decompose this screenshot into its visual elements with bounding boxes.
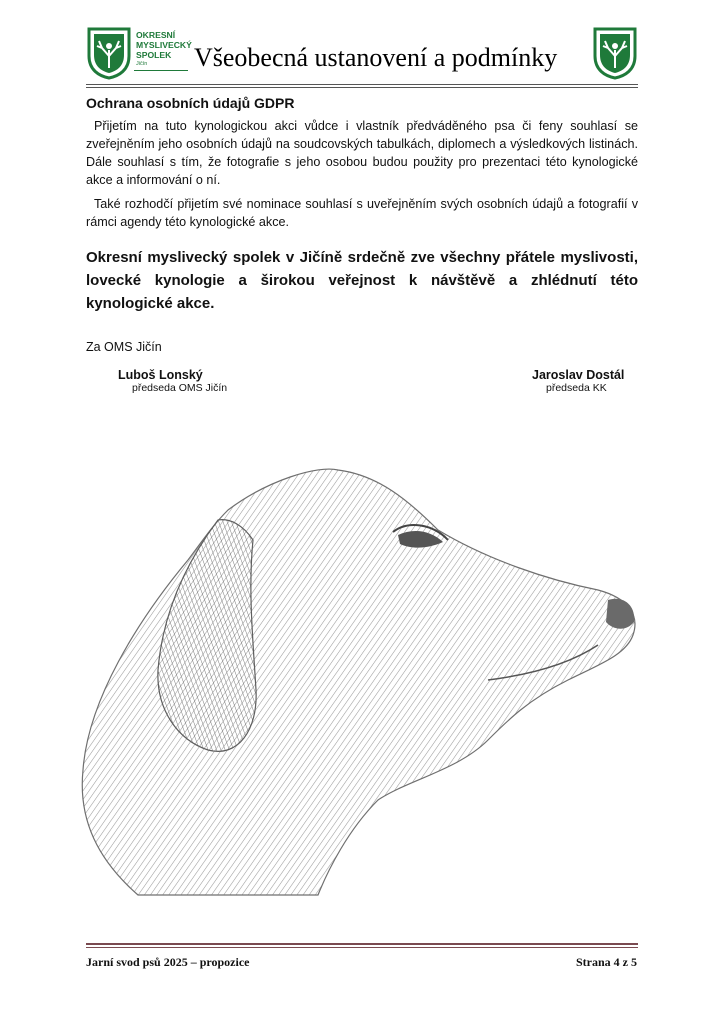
header-divider: [86, 84, 638, 85]
oms-emblem-icon: [592, 26, 638, 80]
header-divider: [86, 87, 638, 88]
footer-divider: [86, 947, 638, 948]
org-divider: [134, 70, 188, 71]
org-name: [136, 30, 196, 68]
footer-page-number: Strana 4 z 5: [576, 955, 637, 969]
signatory-role: předseda OMS Jičín: [132, 382, 228, 394]
gdpr-paragraph-2: Také rozhodčí přijetím své nominace souhlasí s uveřejněním svých osobních údajů a fotografií v rámci agendy této kynologické akce.: [86, 197, 638, 229]
signatory-name: Luboš Lonský: [118, 368, 203, 382]
invitation-text: Okresní myslivecký spolek v Jičíně srdečně zve všechny přátele myslivosti, lovecké kynologie a širokou veřejnost k návštěvě a zhlédnutí této kynologické akce.: [86, 249, 638, 312]
footer-divider: [86, 943, 638, 945]
org-city: Jičín: [136, 61, 148, 67]
gdpr-text: [86, 117, 638, 231]
gdpr-heading: Ochrana osobních údajů GDPR: [86, 95, 295, 111]
signature-right: [532, 368, 624, 394]
org-line-1: OKRESNÍ: [136, 30, 176, 40]
org-line-3: SPOLEK: [136, 50, 172, 60]
page-title: Všeobecná ustanovení a podmínky: [194, 43, 558, 72]
org-line-2: MYSLIVECKÝ: [136, 40, 192, 50]
oms-emblem-icon: [86, 26, 132, 80]
signature-left: [118, 368, 227, 394]
signature-intro: Za OMS Jičín: [86, 340, 162, 354]
gdpr-paragraph-1: Přijetím na tuto kynologickou akci vůdce i vlastník předváděného psa či feny souhlasí se zveřejněním jeho osobních údajů na soudcovských tabulkách, diplomech a výsledkových listinách. Dále souhlasí s tím, že fotografie s jeho osobou budou použity pro prezentaci této kynologické akce a informování o ní.: [86, 119, 638, 187]
signatory-name: Jaroslav Dostál: [532, 368, 625, 382]
signatory-role: předseda KK: [546, 382, 607, 394]
footer-document-title: Jarní svod psů 2025 – propozice: [86, 955, 250, 969]
dog-head-illustration: [78, 440, 644, 900]
